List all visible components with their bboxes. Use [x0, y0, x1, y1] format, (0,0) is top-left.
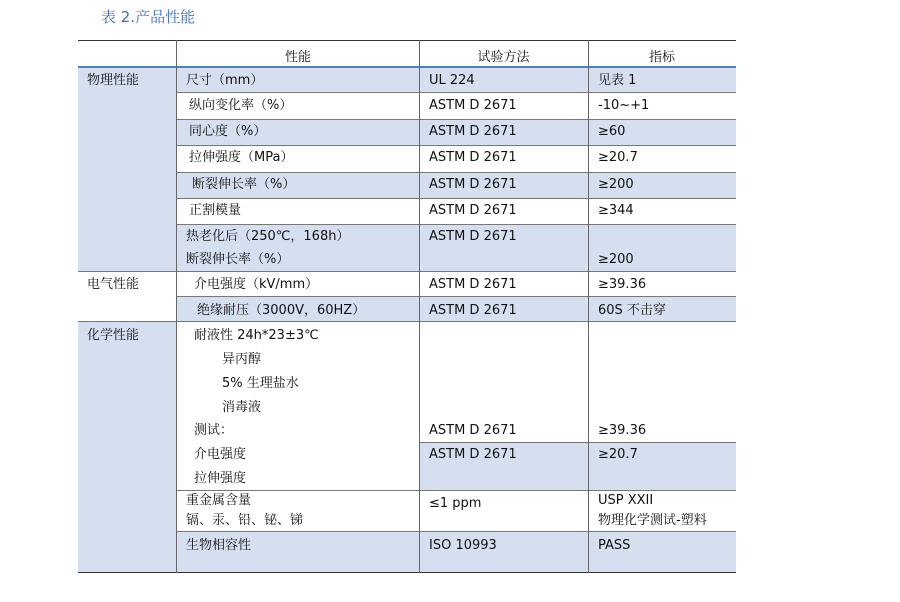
category-electrical: 电气性能: [87, 277, 140, 292]
row-property: 生物相容性: [186, 538, 252, 553]
row-spec: PASS: [598, 538, 631, 553]
row-spec: ≥20.7: [598, 150, 638, 165]
row-property: 介电强度: [194, 447, 247, 462]
row-property-sub: 5% 生理盐水: [222, 376, 299, 391]
row-spec: 60S 不击穿: [598, 303, 666, 318]
row-method: ASTM D 2671: [429, 98, 517, 113]
row-property: 尺寸（mm）: [186, 73, 264, 88]
row-method: ASTM D 2671: [429, 150, 517, 165]
row-method: ASTM D 2671: [429, 203, 517, 218]
row-property-line2: 断裂伸长率（%）: [186, 252, 290, 267]
row-spec: ≥39.36: [598, 423, 647, 438]
row-spec: 见表 1: [598, 73, 637, 88]
header-spec: 指标: [648, 50, 675, 65]
row-property-line2: 镉、汞、铅、铋、锑: [186, 513, 304, 528]
row-property: 重金属含量: [186, 493, 252, 508]
row-property: 绝缘耐压（3000V，60HZ）: [197, 303, 366, 318]
row-spec: USP XXII: [598, 493, 654, 508]
row-property: 正割模量: [189, 203, 242, 218]
row-property: 断裂伸长率（%）: [192, 177, 296, 192]
row-method: ASTM D 2671: [429, 177, 517, 192]
row-spec-line2: 物理化学测试-塑料: [598, 513, 707, 528]
category-shade-chemical: [78, 322, 176, 572]
row-method: ASTM D 2671: [429, 277, 517, 292]
row-spec: ≥60: [598, 124, 626, 139]
row-method: ISO 10993: [429, 538, 497, 553]
row-spec: ≥200: [598, 177, 634, 192]
row-method: ASTM D 2671: [429, 447, 517, 462]
row-property-sub: 消毒液: [222, 400, 262, 415]
category-chemical: 化学性能: [87, 328, 140, 343]
row-method: ASTM D 2671: [429, 303, 517, 318]
row-spec: -10~+1: [598, 98, 650, 113]
row-spec: ≥200: [598, 252, 634, 267]
header-property: 性能: [284, 50, 311, 65]
table-caption: 表 2.产品性能: [101, 8, 196, 26]
row-spec: ≥20.7: [598, 447, 638, 462]
category-physical: 物理性能: [87, 73, 140, 88]
row-property-sub: 拉伸强度: [194, 471, 247, 486]
row-property: 介电强度（kV/mm）: [194, 277, 319, 292]
row-method: ASTM D 2671: [429, 124, 517, 139]
category-shade-physical: [78, 68, 176, 271]
row-spec: ≥39.36: [598, 277, 647, 292]
row-property: 耐液性 24h*23±3℃: [194, 328, 319, 343]
row-method: ≤1 ppm: [429, 496, 482, 511]
header-test-method: 试验方法: [477, 50, 530, 65]
row-property-sub: 异丙醇: [222, 352, 262, 367]
row-property: 同心度（%）: [189, 124, 267, 139]
row-method: ASTM D 2671: [429, 423, 517, 438]
row-property: 拉伸强度（MPa）: [189, 150, 294, 165]
row-property-sub: 测试：: [194, 423, 234, 438]
row-property: 纵向变化率（%）: [189, 98, 293, 113]
row-spec: ≥344: [598, 203, 634, 218]
row-property: 热老化后（250℃，168h）: [186, 229, 350, 244]
row-method: UL 224: [429, 73, 475, 88]
row-method: ASTM D 2671: [429, 229, 517, 244]
